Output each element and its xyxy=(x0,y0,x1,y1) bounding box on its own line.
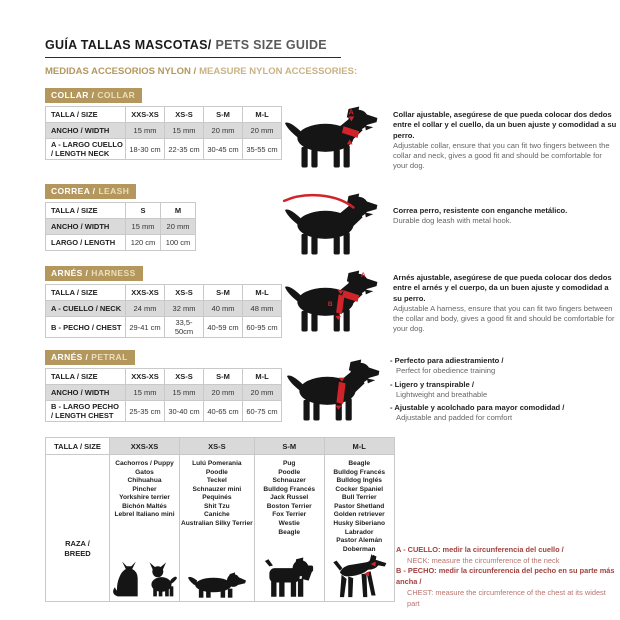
feature-item xyxy=(390,356,616,376)
row-label: A - CUELLO / NECK xyxy=(46,301,126,317)
badge-label-es: CORREA / xyxy=(51,186,96,196)
doberman-icon xyxy=(329,554,389,599)
breed-item: Caniche xyxy=(204,511,230,519)
table-cell: 60-95 cm xyxy=(243,317,282,338)
table-cell: 15 mm xyxy=(126,123,165,139)
dog-with-red-collar-icon xyxy=(282,104,382,170)
badge-label-en: PETRAL xyxy=(91,352,128,362)
row-label: B - LARGO PECHO / LENGTH CHEST xyxy=(46,401,126,422)
leash-section-badge xyxy=(45,184,136,199)
table-row xyxy=(46,235,196,251)
breed-item: Pug xyxy=(282,460,296,467)
breed-list xyxy=(114,460,174,520)
col-header: XXS-XS xyxy=(126,107,165,123)
note-a-es: A - CUELLO: medir la circunferencia del cuello / xyxy=(396,545,564,554)
table-row xyxy=(46,139,282,160)
breed-item: Husky Siberiano xyxy=(333,519,386,527)
badge-label-es: ARNÉS / xyxy=(51,268,89,278)
page-subtitle xyxy=(45,66,357,77)
breed-item: Cachorros / Puppy xyxy=(115,460,174,467)
col-header: XS-S xyxy=(165,285,204,301)
page-subtitle-en: MEASURE NYLON ACCESSORIES: xyxy=(199,66,358,77)
table-header-row xyxy=(46,369,282,385)
table-row xyxy=(46,317,282,338)
col-header: M-L xyxy=(243,107,282,123)
breed-item: Bulldog Inglés xyxy=(336,477,382,485)
collar-desc-en: Adjustable collar, ensure that you can fit two fingers between the collar and neck, gives a good fit and should be comfortable for your dog. xyxy=(393,140,610,171)
col-header: TALLA / SIZE xyxy=(46,438,110,455)
leash-description xyxy=(393,206,617,227)
table-cell: 32 mm xyxy=(165,301,204,317)
breed-item: Lulú Pomerania xyxy=(192,460,242,467)
table-row xyxy=(46,123,282,139)
dog-with-red-harness-icon xyxy=(282,268,382,334)
table-row xyxy=(46,385,282,401)
breed-item: Pastor Shetland xyxy=(334,502,385,510)
table-cell: 120 cm xyxy=(126,235,161,251)
col-header: TALLA / SIZE xyxy=(46,203,126,219)
leash-desc-es: Correa perro, resistente con enganche metálico. xyxy=(393,206,568,215)
breed-item: Beagle xyxy=(278,528,301,536)
breed-list xyxy=(181,460,253,529)
col-header: S-M xyxy=(204,369,243,385)
collar-size-table xyxy=(45,106,282,160)
table-cell: 48 mm xyxy=(243,301,282,317)
col-header: TALLA / SIZE xyxy=(46,285,126,301)
collar-section-badge xyxy=(45,88,142,103)
cat-and-chihuahua-icon xyxy=(113,559,177,599)
breed-item: Jack Russel xyxy=(270,494,309,502)
breed-item: Australian Silky Terrier xyxy=(181,519,253,527)
collar-description xyxy=(393,110,617,172)
col-header: M-L xyxy=(243,369,282,385)
col-header: XS-S xyxy=(165,369,204,385)
table-cell: 20 mm xyxy=(204,123,243,139)
breed-item: Gatos xyxy=(135,468,154,476)
badge-label-es: ARNÉS / xyxy=(51,352,89,362)
note-a-en: NECK: measure the circumference of the neck xyxy=(407,555,560,565)
table-cell: 100 cm xyxy=(161,235,196,251)
feature-en: Lightweight and breathable xyxy=(396,389,488,399)
svg-text:A: A xyxy=(348,107,354,117)
table-row xyxy=(46,301,282,317)
table-cell: 40 mm xyxy=(204,301,243,317)
note-b-en: CHEST: measure the circumference of the chest at its widest part xyxy=(407,587,606,608)
breed-item: Schnauzer xyxy=(272,477,306,485)
svg-text:A: A xyxy=(360,272,366,280)
col-header: S xyxy=(126,203,161,219)
breed-item: Cocker Spaniel xyxy=(335,485,384,493)
table-row xyxy=(46,219,196,235)
badge-label-es: COLLAR / xyxy=(51,90,95,100)
table-row xyxy=(46,455,395,602)
col-header: TALLA / SIZE xyxy=(46,107,126,123)
table-header-row xyxy=(46,285,282,301)
feature-item xyxy=(390,380,616,400)
col-header: M-L xyxy=(243,285,282,301)
breed-item: Teckel xyxy=(206,477,227,485)
row-label: RAZA / BREED xyxy=(64,538,91,558)
col-header: M-L xyxy=(324,438,394,455)
col-header: XS-S xyxy=(165,107,204,123)
feature-en: Perfect for obedience training xyxy=(396,365,496,375)
feature-item xyxy=(390,403,616,423)
col-header: XS-S xyxy=(180,438,255,455)
dog-with-red-leash-icon xyxy=(282,191,382,257)
badge-label-en: COLLAR xyxy=(97,90,136,100)
page-subtitle-es: MEDIDAS ACCESORIOS NYLON / xyxy=(45,66,197,77)
leash-size-table xyxy=(45,202,196,251)
breed-item: Poodle xyxy=(278,468,301,476)
breed-size-table xyxy=(45,437,395,602)
breed-item: Bulldog Francés xyxy=(333,468,386,476)
breed-cell-m-l xyxy=(324,455,394,602)
badge-label-en: HARNESS xyxy=(91,268,136,278)
row-label: LARGO / LENGTH xyxy=(46,235,126,251)
breed-item: Fox Terrier xyxy=(272,511,307,519)
table-header-row xyxy=(46,438,395,455)
breed-item: Beagle xyxy=(348,460,371,467)
harness-description xyxy=(393,273,617,335)
table-cell: 15 mm xyxy=(165,123,204,139)
table-cell: 20 mm xyxy=(161,219,196,235)
leash-desc-en: Durable dog leash with metal hook. xyxy=(393,216,512,226)
table-cell: 33,5-50cm xyxy=(165,317,204,338)
petral-size-table xyxy=(45,368,282,422)
table-header-row xyxy=(46,203,196,219)
breed-item: Pincher xyxy=(132,485,157,493)
breed-item: Chihuahua xyxy=(127,477,162,485)
breed-list xyxy=(333,460,385,554)
breed-item: Bull Terrier xyxy=(341,494,377,502)
breed-item: Poodle xyxy=(205,468,228,476)
table-cell: 40-59 cm xyxy=(204,317,243,338)
col-header: XXS-XS xyxy=(126,285,165,301)
harness-desc-en: Adjustable A harness, ensure that you can fit two fingers between the collar and body, gives a good fit and should be comfortable for your dog. xyxy=(393,303,615,334)
feature-en: Adjustable and padded for comfort xyxy=(396,413,513,423)
table-cell: 30-40 cm xyxy=(165,401,204,422)
breed-item: Labrador xyxy=(344,528,374,536)
feature-es: - Perfecto para adiestramiento / xyxy=(390,356,504,365)
col-header: XXS-XS xyxy=(110,438,180,455)
raza-breed-cell xyxy=(46,455,110,602)
breed-cell-s-m xyxy=(254,455,324,602)
breed-list xyxy=(263,460,315,537)
table-cell: 15 mm xyxy=(126,219,161,235)
table-cell: 20 mm xyxy=(243,385,282,401)
table-cell: 24 mm xyxy=(126,301,165,317)
breed-item: Schnauzer mini xyxy=(192,485,242,493)
breed-item: Boston Terrier xyxy=(266,502,312,510)
badge-label-en: LEASH xyxy=(98,186,130,196)
table-cell: 60-75 cm xyxy=(243,401,282,422)
collar-desc-es: Collar ajustable, asegúrese de que pueda colocar dos dedos entre el collar y el cuello, da un buen ajuste y comodidad a su perro. xyxy=(393,110,617,140)
row-label: B - PECHO / CHEST xyxy=(46,317,126,338)
breed-item: Shit Tzu xyxy=(204,502,230,510)
breed-item: Yorkshire terrier xyxy=(119,494,170,502)
breed-item: Bulldog Francés xyxy=(263,485,316,493)
col-header: XXS-XS xyxy=(126,369,165,385)
col-header: M xyxy=(161,203,196,219)
table-cell: 15 mm xyxy=(126,385,165,401)
breed-item: Bichón Maltés xyxy=(122,502,167,510)
dachshund-icon xyxy=(188,571,246,599)
table-row xyxy=(46,401,282,422)
breed-item: Lebrel Italiano mini xyxy=(114,511,175,519)
breed-item: Golden retriever xyxy=(333,511,385,519)
svg-text:B: B xyxy=(327,300,333,308)
table-cell: 35-55 cm xyxy=(243,139,282,160)
harness-size-table xyxy=(45,284,282,338)
note-b-es: B - PECHO: medir la circunferencia del pecho en su parte más ancha / xyxy=(396,566,615,587)
page-title-en: PETS SIZE GUIDE xyxy=(215,38,327,52)
table-cell: 20 mm xyxy=(204,385,243,401)
harness-section-badge xyxy=(45,266,143,281)
table-cell: 22-35 cm xyxy=(165,139,204,160)
table-header-row xyxy=(46,107,282,123)
row-label: A - LARGO CUELLO / LENGTH NECK xyxy=(46,139,126,160)
row-label: ANCHO / WIDTH xyxy=(46,385,126,401)
table-cell: 25-35 cm xyxy=(126,401,165,422)
schnauzer-icon xyxy=(264,557,314,599)
table-cell: 40-65 cm xyxy=(204,401,243,422)
breed-cell-xxs-xs xyxy=(110,455,180,602)
page-title-es: GUÍA TALLAS MASCOTAS/ xyxy=(45,38,212,52)
table-cell: 18-30 cm xyxy=(126,139,165,160)
breed-item: Pastor Alemán xyxy=(336,537,383,545)
row-label: ANCHO / WIDTH xyxy=(46,123,126,139)
breed-cell-xs-s xyxy=(180,455,255,602)
breed-item: Doberman xyxy=(342,545,376,553)
petral-feature-list xyxy=(390,356,616,427)
table-cell: 20 mm xyxy=(243,123,282,139)
table-cell: 29-41 cm xyxy=(126,317,165,338)
measurement-notes xyxy=(396,545,618,609)
petral-section-badge xyxy=(45,350,135,365)
col-header: S-M xyxy=(204,107,243,123)
feature-es: - Ligero y transpirable / xyxy=(390,379,474,389)
feature-es: - Ajustable y acolchado para mayor comodidad / xyxy=(390,403,565,413)
breed-item: Westie xyxy=(278,519,300,527)
harness-desc-es: Arnés ajustable, asegúrese de que pueda colocar dos dedos entre el arnés y el cuerpo, da un buen ajuste y comodidad a su perro. xyxy=(393,273,612,303)
row-label: ANCHO / WIDTH xyxy=(46,219,126,235)
col-header: S-M xyxy=(204,285,243,301)
table-cell: 15 mm xyxy=(165,385,204,401)
col-header: S-M xyxy=(254,438,324,455)
col-header: TALLA / SIZE xyxy=(46,369,126,385)
page-title xyxy=(45,38,341,58)
dog-with-red-chest-strap-icon xyxy=(284,357,384,423)
breed-item: Pequinés xyxy=(202,494,232,502)
table-cell: 30-45 cm xyxy=(204,139,243,160)
